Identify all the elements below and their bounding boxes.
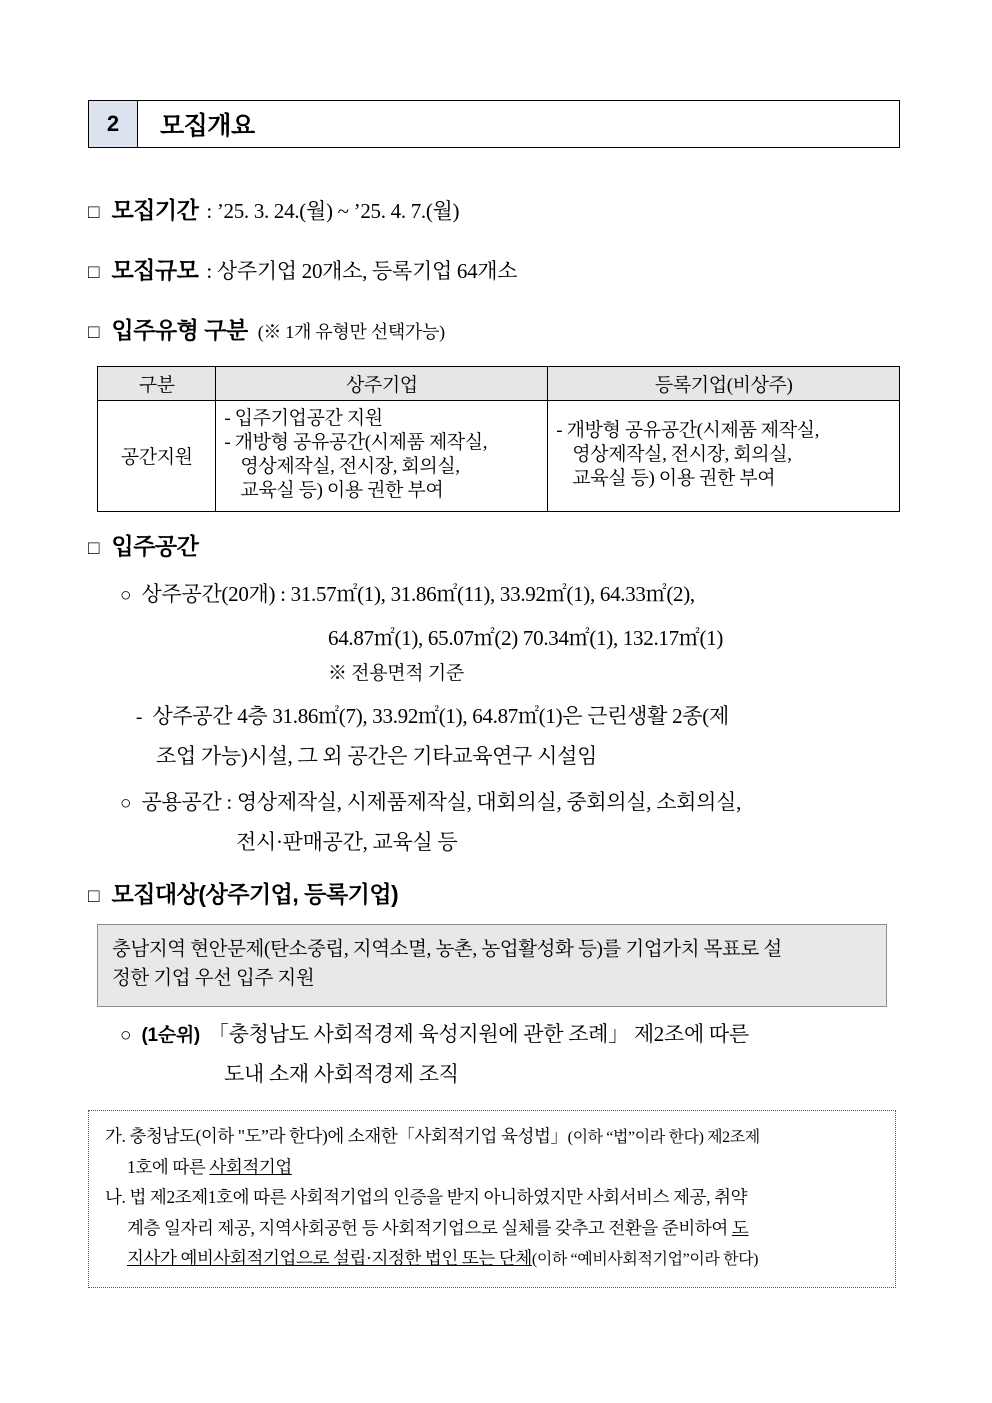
footnote-b-line2-underline: 도 [731, 1217, 749, 1238]
footnote-item-a-line2 [105, 1154, 879, 1181]
target-highlight-line-2: 정한 기업 우선 입주 지원 [112, 968, 315, 990]
recruit-scale-value: : 상주기업 20개소, 등록기업 64개소 [206, 259, 518, 283]
target-rank-row [120, 1018, 749, 1048]
square-bullet-icon: □ [88, 886, 100, 907]
footnote-a-prefix: 가. 충청남도(이하 "도”라 한다)에 소재한 [105, 1126, 398, 1146]
table-cell-registered-support [548, 401, 900, 512]
dash-bullet-icon: - [136, 707, 143, 728]
circle-bullet-icon: ○ [120, 1025, 132, 1046]
target-rank-badge: (1순위) [141, 1025, 200, 1046]
section-number: 2 [88, 100, 138, 148]
square-bullet-icon: □ [88, 322, 100, 343]
square-bullet-icon: □ [88, 202, 100, 223]
footnote-box [88, 1110, 896, 1288]
table-header-registered: 등록기업(비상주) [548, 367, 900, 401]
tenant-type-table [97, 366, 900, 512]
tenant-type-label: 입주유형 구분 [111, 317, 248, 343]
registered-line-2: 영상제작실, 전시장, 회의실, [572, 443, 792, 465]
section-header [88, 100, 900, 148]
footnote-a-suffix: (이하 “법”이라 한다) 제2조제 [567, 1129, 760, 1146]
footnote-item-b-line3 [105, 1245, 879, 1273]
item-tenant-space [88, 528, 198, 561]
table-header-row [98, 367, 900, 401]
resident-line-3: 영상제작실, 전시장, 회의실, [240, 455, 460, 477]
circle-bullet-icon: ○ [120, 793, 132, 814]
resident-space-line-1: 상주공간(20개) : 31.57㎡(1), 31.86㎡(11), 33.92㎡(1), 64.33㎡(2), [141, 582, 695, 606]
footnote-b-line3-post: (이하 “예비사회적기업”이라 한다) [531, 1250, 759, 1268]
registered-line-1: - 개방형 공유공간(시제품 제작실, [556, 419, 819, 441]
recruit-period-value: : ’25. 3. 24.(월) ~ ’25. 4. 7.(월) [206, 199, 460, 223]
common-space-line-2: 전시·판매공간, 교육실 등 [236, 830, 458, 854]
table-cell-resident-support [216, 401, 548, 512]
common-space-line-1: 공용공간 : 영상제작실, 시제품제작실, 대회의실, 중회의실, 소회의실, [141, 790, 742, 814]
footnote-b-line2: 계층 일자리 제공, 지역사회공헌 등 사회적기업으로 실체를 갖추고 전환을 준비하여 [127, 1217, 732, 1238]
recruit-scale-label: 모집규모 [111, 257, 199, 283]
recruit-target-label: 모집대상(상주기업, 등록기업) [111, 881, 399, 907]
resident-space-dash-line-1: 상주공간 4층 31.86㎡(7), 33.92㎡(1), 64.87㎡(1)은 근린생활 2종(제 [152, 704, 729, 728]
registered-line-3: 교육실 등) 이용 권한 부여 [572, 467, 776, 489]
circle-bullet-icon: ○ [120, 585, 132, 606]
tenant-space-label: 입주공간 [111, 533, 199, 559]
item-recruit-scale [88, 252, 517, 285]
footnote-a-line2-pre: 1호에 따른 [127, 1156, 210, 1177]
footnote-item-b [105, 1184, 879, 1211]
footnote-a-law: 「사회적기업 육성법」 [397, 1126, 568, 1146]
resident-line-2: - 개방형 공유공간(시제품 제작실, [224, 431, 488, 453]
square-bullet-icon: □ [88, 262, 100, 283]
square-bullet-icon: □ [88, 538, 100, 559]
footnote-b-line3-underline: 지사가 예비사회적기업으로 설립·지정한 법인 또는 단체 [127, 1247, 532, 1268]
footnote-a-line2-underline: 사회적기업 [209, 1156, 292, 1177]
table-header-resident: 상주기업 [216, 367, 548, 401]
resident-space-line-2: 64.87㎡(1), 65.07㎡(2) 70.34㎡(1), 132.17㎡(1) [328, 626, 724, 650]
target-rank-line-2: 도내 소재 사회적경제 조직 [224, 1062, 459, 1086]
common-space-row [120, 786, 741, 816]
tenant-type-note: (※ 1개 유형만 선택가능) [257, 322, 445, 342]
item-tenant-type [88, 312, 445, 345]
target-highlight-line-1: 충남지역 현안문제(탄소중립, 지역소멸, 농촌, 농업활성화 등)를 기업가치 목표로 설 [112, 939, 782, 960]
resident-space-row [120, 578, 695, 608]
resident-space-dash-line-2: 조업 가능)시설, 그 외 공간은 기타교육연구 시설임 [156, 744, 598, 768]
item-recruit-period [88, 192, 459, 225]
footnote-item-a [105, 1123, 879, 1151]
table-header-gubun: 구분 [98, 367, 216, 401]
footnote-item-b-line2 [105, 1215, 879, 1242]
recruit-period-label: 모집기간 [111, 197, 199, 223]
resident-space-note: ※ 전용면적 기준 [328, 663, 464, 684]
target-highlight-box [97, 924, 887, 1007]
resident-line-4: 교육실 등) 이용 권한 부여 [240, 479, 444, 501]
footnote-b-line1: 나. 법 제2조제1호에 따른 사회적기업의 인증을 받지 아니하였지만 사회서비스 제공, 취약 [105, 1187, 748, 1208]
table-cell-row-label: 공간지원 [98, 401, 216, 512]
item-recruit-target [88, 876, 398, 909]
section-title: 모집개요 [138, 100, 900, 148]
resident-space-dash-row [136, 700, 729, 730]
resident-line-1: - 입주기업공간 지원 [224, 408, 383, 429]
target-rank-line-1: 「충청남도 사회적경제 육성지원에 관한 조례」 제2조에 따른 [207, 1022, 749, 1046]
table-row [98, 401, 900, 512]
